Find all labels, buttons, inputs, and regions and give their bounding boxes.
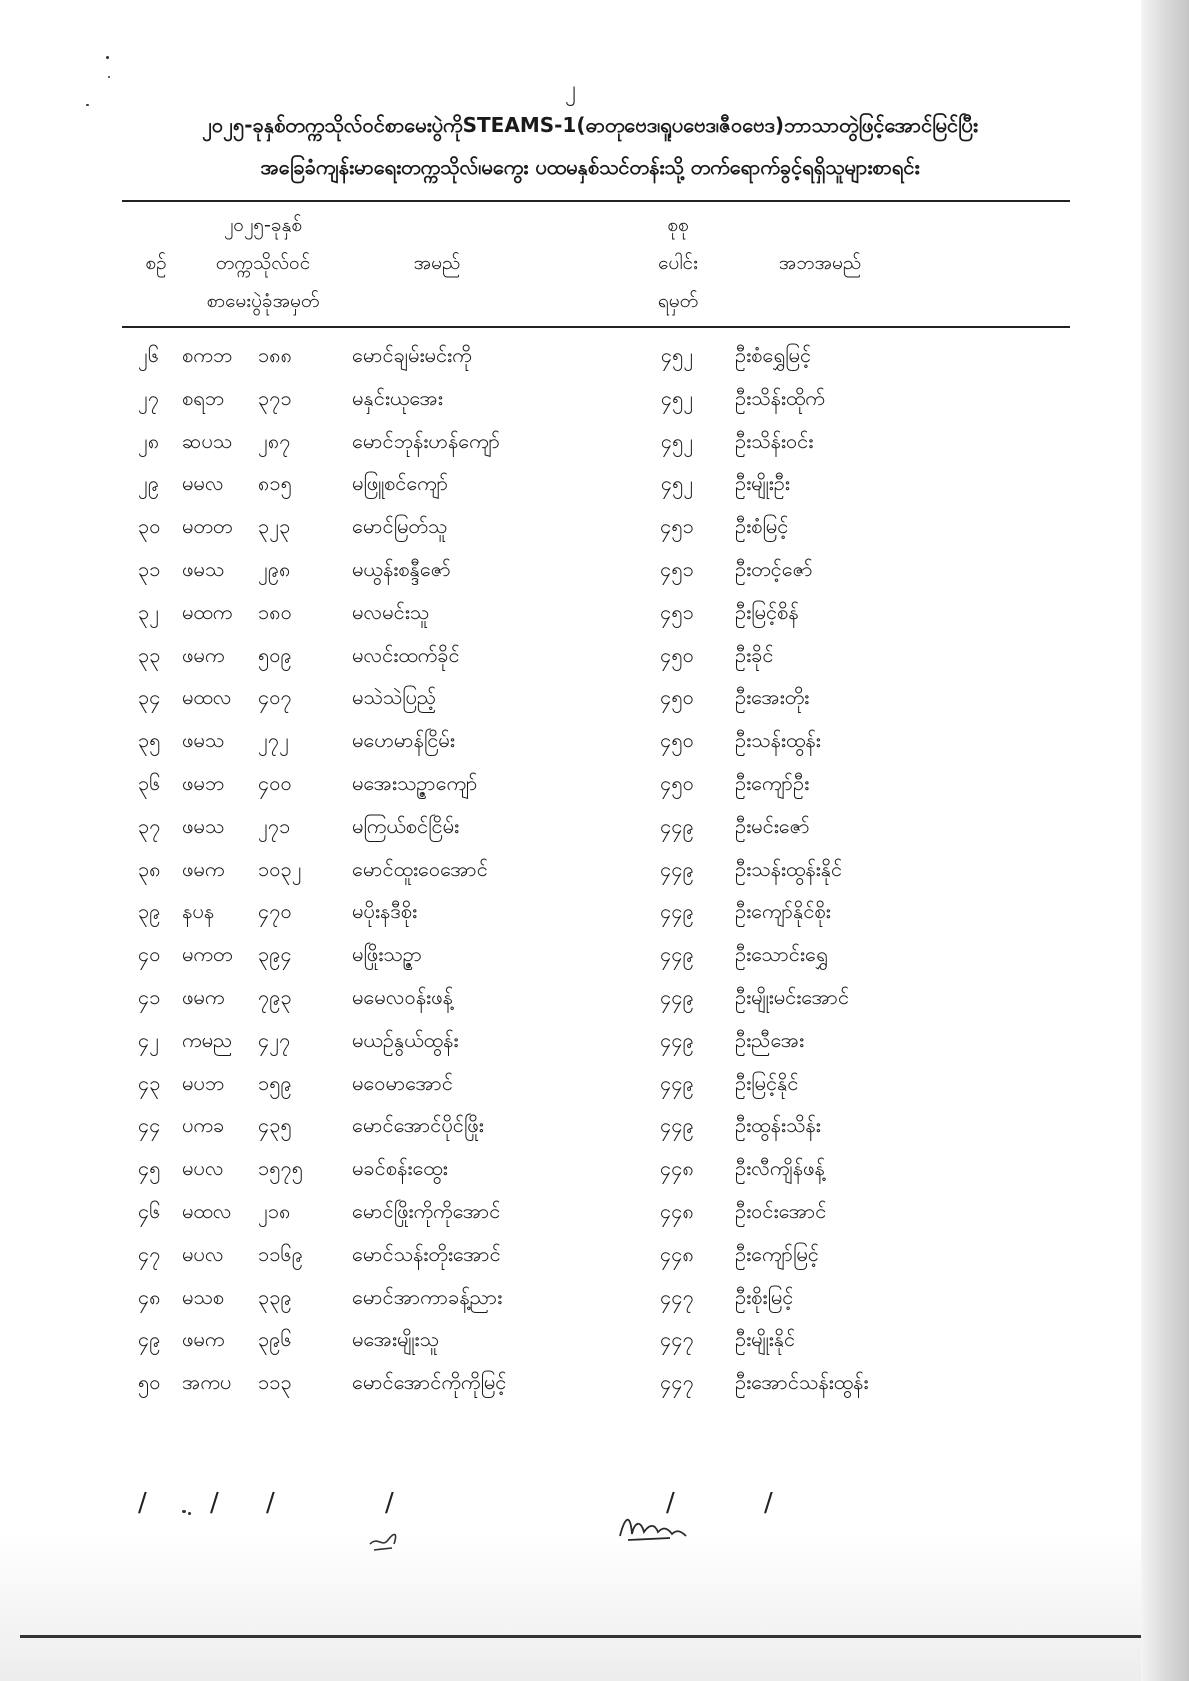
cell-total-marks: ၄၄၇ <box>660 1370 694 1395</box>
cell-father-name: ဦးကျော်ဦး <box>735 770 810 795</box>
header-exam-number-line-1: ၂၀၂၅-ခုနှစ် <box>223 214 303 236</box>
ink-speck <box>182 1510 186 1513</box>
cell-total-marks: ၄၅၀ <box>660 685 694 710</box>
cell-name: မသဲသဲပြည့် <box>352 685 437 710</box>
table-row <box>0 719 1141 762</box>
title-line-2: အခြေခံကျန်းမာရေးတက္ကသိုလ်၊မကွေး ပထမနှစ်သင်တန်းသို့ တက်ရောက်ခွင့်ရရှိသူများစာရင်း <box>260 155 920 179</box>
scan-shadow-bottom <box>0 1531 1141 1681</box>
cell-exam-prefix: မသစ <box>182 1284 225 1309</box>
cell-serial: ၄၂ <box>138 1027 160 1052</box>
cell-father-name: ဦးမျိုးဦး <box>735 471 790 496</box>
cell-father-name: ဦးမြင့်နိုင် <box>735 1070 799 1095</box>
header-father-name-label: အဘအမည် <box>778 252 862 274</box>
cell-exam-prefix: မထလ <box>182 1198 232 1223</box>
cell-father-name: ဦးသန်းထွန်းနိုင် <box>735 856 843 881</box>
header-father-name <box>760 244 880 282</box>
header-exam-number-line-2: တက္ကသိုလ်ဝင် <box>215 252 311 274</box>
cell-father-name: ဦးမြင့်စိန် <box>735 599 799 624</box>
table-row <box>0 890 1141 933</box>
cell-father-name: ဦးကျော်မြင့် <box>735 1241 819 1266</box>
cell-exam-prefix: ဖမက <box>182 856 225 881</box>
cell-total-marks: ၄၄၉ <box>660 1113 694 1138</box>
cell-exam-prefix: နပန <box>182 899 215 924</box>
cell-total-marks: ၄၅၁ <box>660 599 694 624</box>
cell-father-name: ဦးတင့်ဇော် <box>735 556 813 581</box>
cell-serial: ၃၈ <box>138 856 161 881</box>
cell-name: မပိုးနဒီစိုး <box>352 899 418 924</box>
cell-exam-prefix: ဖမက <box>182 984 225 1009</box>
cell-father-name: ဦးစံမြင့် <box>735 514 789 539</box>
cell-exam-prefix: မပလ <box>182 1241 224 1266</box>
table-row <box>0 591 1141 634</box>
cell-father-name: ဦးစံရွှေမြင့် <box>735 343 812 367</box>
scan-shadow-edge <box>1141 0 1189 1681</box>
header-total-marks-line-2: ပေါင်း <box>658 252 698 274</box>
signature-initial <box>364 1514 424 1554</box>
cell-exam-number: ၂၇၁ <box>258 813 291 838</box>
cell-total-marks: ၄၄၇ <box>660 1284 694 1309</box>
cell-total-marks: ၄၅၂ <box>660 428 694 453</box>
cell-exam-number: ၁၁၆၉ <box>258 1241 303 1266</box>
cell-total-marks: ၄၄၉ <box>660 856 694 881</box>
table-row <box>0 1276 1141 1319</box>
cell-total-marks: ၄၄၈ <box>660 1198 694 1223</box>
cell-father-name: ဦးလီကျိန်ဖန့် <box>735 1156 825 1181</box>
cell-exam-number: ၁၈၀ <box>258 599 292 624</box>
ink-speck <box>108 76 110 78</box>
cell-serial: ၄၃ <box>138 1070 161 1095</box>
cell-total-marks: ၄၄၉ <box>660 813 694 838</box>
cell-father-name: ဦးမျိုးမင်းအောင် <box>735 984 850 1009</box>
cell-exam-prefix: ဖမဘ <box>182 770 225 795</box>
end-mark: / <box>385 1488 394 1518</box>
cell-father-name: ဦးသန်းထွန်း <box>735 728 821 753</box>
cell-name: မနှင်းယုအေး <box>352 385 443 410</box>
header-name-label: အမည် <box>413 252 461 274</box>
cell-exam-prefix: စရဘ <box>182 385 224 410</box>
cell-exam-prefix: ဆပသ <box>182 428 233 453</box>
cell-serial: ၃၀ <box>138 514 161 539</box>
cell-name: မောင်ချမ်းမင်းကို <box>352 343 472 367</box>
table-row <box>0 548 1141 591</box>
table-row <box>0 1104 1141 1147</box>
cell-exam-prefix: ပကခ <box>182 1113 225 1138</box>
cell-exam-prefix: မထလ <box>182 685 232 710</box>
table-row <box>0 1062 1141 1105</box>
cell-serial: ၃၂ <box>138 599 160 624</box>
cell-exam-number: ၁၈၈ <box>258 343 293 367</box>
page-number: ၂ <box>565 77 576 102</box>
table-row <box>0 634 1141 677</box>
cell-father-name: ဦးသောင်းရွှေ <box>735 942 828 967</box>
cell-father-name: ဦးခိုင် <box>735 642 774 667</box>
cell-serial: ၃၇ <box>138 813 161 838</box>
cell-name: မောင်သန်းတိုးအောင် <box>352 1241 501 1266</box>
table-row <box>0 1318 1141 1361</box>
cell-serial: ၃၃ <box>138 642 161 667</box>
cell-total-marks: ၄၄၉ <box>660 984 694 1009</box>
cell-name: မလမင်းသူ <box>352 599 430 624</box>
cell-total-marks: ၄၅၂ <box>660 343 694 367</box>
table-row <box>0 505 1141 548</box>
table-row <box>0 976 1141 1019</box>
document-title <box>90 104 1090 188</box>
cell-serial: ၄၀ <box>138 942 161 967</box>
cell-exam-number: ၄၇၀ <box>258 899 292 924</box>
cell-total-marks: ၄၄၈ <box>660 1156 694 1181</box>
table-row <box>0 420 1141 463</box>
cell-exam-number: ၃၉၆ <box>258 1327 292 1352</box>
cell-exam-number: ၄၀၇ <box>258 685 292 710</box>
ink-speck <box>106 56 109 59</box>
page-bottom-rule <box>20 1635 1141 1638</box>
cell-total-marks: ၄၄၉ <box>660 1070 694 1095</box>
cell-exam-prefix: မပဘ <box>182 1070 225 1095</box>
cell-serial: ၂၇ <box>138 385 160 410</box>
end-mark: / <box>210 1488 219 1518</box>
cell-serial: ၃၆ <box>138 770 161 795</box>
cell-name: မလင်းထက်ခိုင် <box>352 642 460 667</box>
cell-exam-prefix: စကဘ <box>182 343 233 367</box>
end-mark: / <box>138 1488 147 1518</box>
cell-exam-number: ၁၅၉ <box>258 1070 292 1095</box>
cell-serial: ၅၀ <box>138 1370 161 1395</box>
cell-father-name: ဦးစိုးမြင့် <box>735 1284 794 1309</box>
table-header-rule <box>122 326 1070 328</box>
cell-name: မအေးသဉ္ဇာကျော် <box>352 770 478 795</box>
table-row <box>0 1019 1141 1062</box>
cell-exam-prefix: မပလ <box>182 1156 224 1181</box>
cell-serial: ၂၈ <box>138 428 160 453</box>
cell-name: မခင်စန်းထွေး <box>352 1156 448 1181</box>
cell-exam-number: ၄၃၅ <box>258 1113 292 1138</box>
table-row <box>0 334 1141 377</box>
table-row <box>0 762 1141 805</box>
cell-exam-prefix: အကပ <box>182 1370 232 1395</box>
table-row <box>0 676 1141 719</box>
cell-father-name: ဦးအောင်သန်းထွန်း <box>735 1370 869 1395</box>
cell-serial: ၄၆ <box>138 1198 161 1223</box>
cell-exam-prefix: မမလ <box>182 471 224 496</box>
cell-serial: ၄၁ <box>138 984 161 1009</box>
header-name <box>392 244 482 282</box>
cell-exam-number: ၂၇၂ <box>258 728 289 753</box>
header-serial <box>132 244 180 282</box>
cell-father-name: ဦးဝင်းအောင် <box>735 1198 827 1223</box>
cell-exam-number: ၁၀၃၂ <box>258 856 302 881</box>
cell-name: မောင်အာကာခန့်ညား <box>352 1284 503 1309</box>
cell-serial: ၄၉ <box>138 1327 161 1352</box>
table-row <box>0 933 1141 976</box>
end-mark: / <box>666 1488 675 1518</box>
table-row <box>0 848 1141 891</box>
cell-total-marks: ၄၅၂ <box>660 385 694 410</box>
cell-name: မောင်ဘုန်းဟန်ကျော် <box>352 428 501 453</box>
cell-serial: ၃၄ <box>138 685 161 710</box>
cell-exam-prefix: ကမည <box>182 1027 233 1052</box>
cell-serial: ၃၁ <box>138 556 161 581</box>
cell-exam-prefix: မတတ <box>182 514 233 539</box>
cell-exam-prefix: ဖမသ <box>182 813 225 838</box>
cell-exam-number: ၃၇၁ <box>258 385 292 410</box>
cell-exam-number: ၃၉၄ <box>258 942 292 967</box>
cell-name: မောင်အောင်ကိုကိုမြင့် <box>352 1370 507 1395</box>
table-row <box>0 1233 1141 1276</box>
table-top-rule <box>122 200 1070 202</box>
table-row <box>0 462 1141 505</box>
cell-father-name: ဦးမင်းဇော် <box>735 813 810 838</box>
cell-total-marks: ၄၄၉ <box>660 899 694 924</box>
cell-serial: ၂၆ <box>138 343 160 367</box>
cell-exam-number: ၁၁၃ <box>258 1370 292 1395</box>
cell-exam-number: ၂၈၇ <box>258 428 291 453</box>
end-mark: / <box>266 1488 275 1518</box>
table-row <box>0 805 1141 848</box>
cell-father-name: ဦးညီအေး <box>735 1027 805 1052</box>
cell-name: မဝေမာအောင် <box>352 1070 453 1095</box>
cell-total-marks: ၄၅၀ <box>660 728 694 753</box>
table-row <box>0 377 1141 420</box>
cell-name: မောင်ထူးဝေအောင် <box>352 856 488 881</box>
cell-father-name: ဦးအေးတိုး <box>735 685 810 710</box>
cell-serial: ၄၄ <box>138 1113 161 1138</box>
cell-exam-number: ၇၉၃ <box>258 984 292 1009</box>
cell-name: မဖြိုးသဉ္ဇာ <box>352 942 422 967</box>
table-row <box>0 1361 1141 1404</box>
cell-total-marks: ၄၄၉ <box>660 1027 694 1052</box>
cell-name: မယဉ်နွယ်ထွန်း <box>352 1027 459 1052</box>
cell-exam-prefix: မထက <box>182 599 233 624</box>
table-row <box>0 1147 1141 1190</box>
cell-total-marks: ၄၅၁ <box>660 514 694 539</box>
cell-serial: ၄၈ <box>138 1284 161 1309</box>
cell-name: မောင်အောင်ပိုင်ဖြိုး <box>352 1113 484 1138</box>
header-exam-number-line-3: စာမေးပွဲခုံအမှတ် <box>206 290 320 312</box>
cell-name: မောင်ဖြိုးကိုကိုအောင် <box>352 1198 501 1223</box>
cell-name: မဖြူစင်ကျော် <box>352 471 449 496</box>
end-mark: / <box>764 1488 773 1518</box>
header-total-marks <box>640 206 716 320</box>
cell-exam-prefix: မကတ <box>182 942 233 967</box>
cell-exam-number: ၈၁၅ <box>258 471 292 496</box>
cell-total-marks: ၄၄၈ <box>660 1241 694 1266</box>
cell-exam-prefix: ဖမက <box>182 642 225 667</box>
cell-father-name: ဦးသိန်းထိုက် <box>735 385 825 410</box>
cell-father-name: ဦးသိန်းဝင်း <box>735 428 814 453</box>
cell-total-marks: ၄၅၀ <box>660 642 694 667</box>
header-exam-number <box>178 206 348 320</box>
cell-father-name: ဦးကျော်နိုင်စိုး <box>735 899 831 924</box>
cell-exam-number: ၃၂၃ <box>258 514 291 539</box>
cell-name: မအေးမျိုးသူ <box>352 1327 439 1352</box>
cell-exam-prefix: ဖမက <box>182 1327 225 1352</box>
cell-name: မဟေမာန်ငြိမ်း <box>352 728 455 753</box>
header-total-marks-line-3: ရမှတ် <box>657 290 699 312</box>
cell-exam-prefix: ဖမသ <box>182 728 225 753</box>
signature <box>614 1500 694 1546</box>
header-serial-label: စဉ် <box>145 252 167 274</box>
header-total-marks-line-1: စုစု <box>667 214 689 236</box>
cell-exam-number: ၄၂၇ <box>258 1027 291 1052</box>
cell-name: မကြယ်စင်ငြိမ်း <box>352 813 460 838</box>
cell-serial: ၄၇ <box>138 1241 161 1266</box>
cell-serial: ၂၉ <box>138 471 160 496</box>
cell-exam-number: ၂၉၈ <box>258 556 291 581</box>
cell-serial: ၃၅ <box>138 728 161 753</box>
table-row <box>0 1190 1141 1233</box>
cell-exam-number: ၅၀၉ <box>258 642 292 667</box>
table-body <box>0 334 1141 1404</box>
cell-father-name: ဦးထွန်းသိန်း <box>735 1113 821 1138</box>
cell-total-marks: ၄၄၇ <box>660 1327 694 1352</box>
cell-total-marks: ၄၄၉ <box>660 942 694 967</box>
cell-name: မမေလဝန်းဖန့် <box>352 984 453 1009</box>
cell-total-marks: ၄၅၂ <box>660 471 694 496</box>
cell-exam-number: ၂၁၈ <box>258 1198 291 1223</box>
ink-speck <box>86 104 89 106</box>
title-line-1: ၂၀၂၅-ခုနှစ်တက္ကသိုလ်ဝင်စာမေးပွဲကိုSTEAMS-1(ဓာတုဗေဒ၊ရူပဗေဒ၊ဇီဝဗေဒ)ဘာသာတွဲဖြင့်အောင်မြင်ပြီး <box>202 113 978 137</box>
cell-name: မယွန်းစန္ဒီဇော် <box>352 556 451 581</box>
cell-serial: ၄၅ <box>138 1156 161 1181</box>
end-of-list-marks <box>0 1488 1141 1548</box>
cell-name: မောင်မြတ်သူ <box>352 514 448 539</box>
cell-exam-number: ၃၃၉ <box>258 1284 292 1309</box>
ink-speck <box>188 1512 191 1515</box>
cell-serial: ၃၉ <box>138 899 161 924</box>
cell-exam-number: ၄၀၀ <box>258 770 292 795</box>
cell-exam-prefix: ဖမသ <box>182 556 225 581</box>
cell-father-name: ဦးမျိုးနိုင် <box>735 1327 796 1352</box>
cell-total-marks: ၄၅၁ <box>660 556 694 581</box>
cell-exam-number: ၁၅၇၅ <box>258 1156 303 1181</box>
cell-total-marks: ၄၅၀ <box>660 770 694 795</box>
